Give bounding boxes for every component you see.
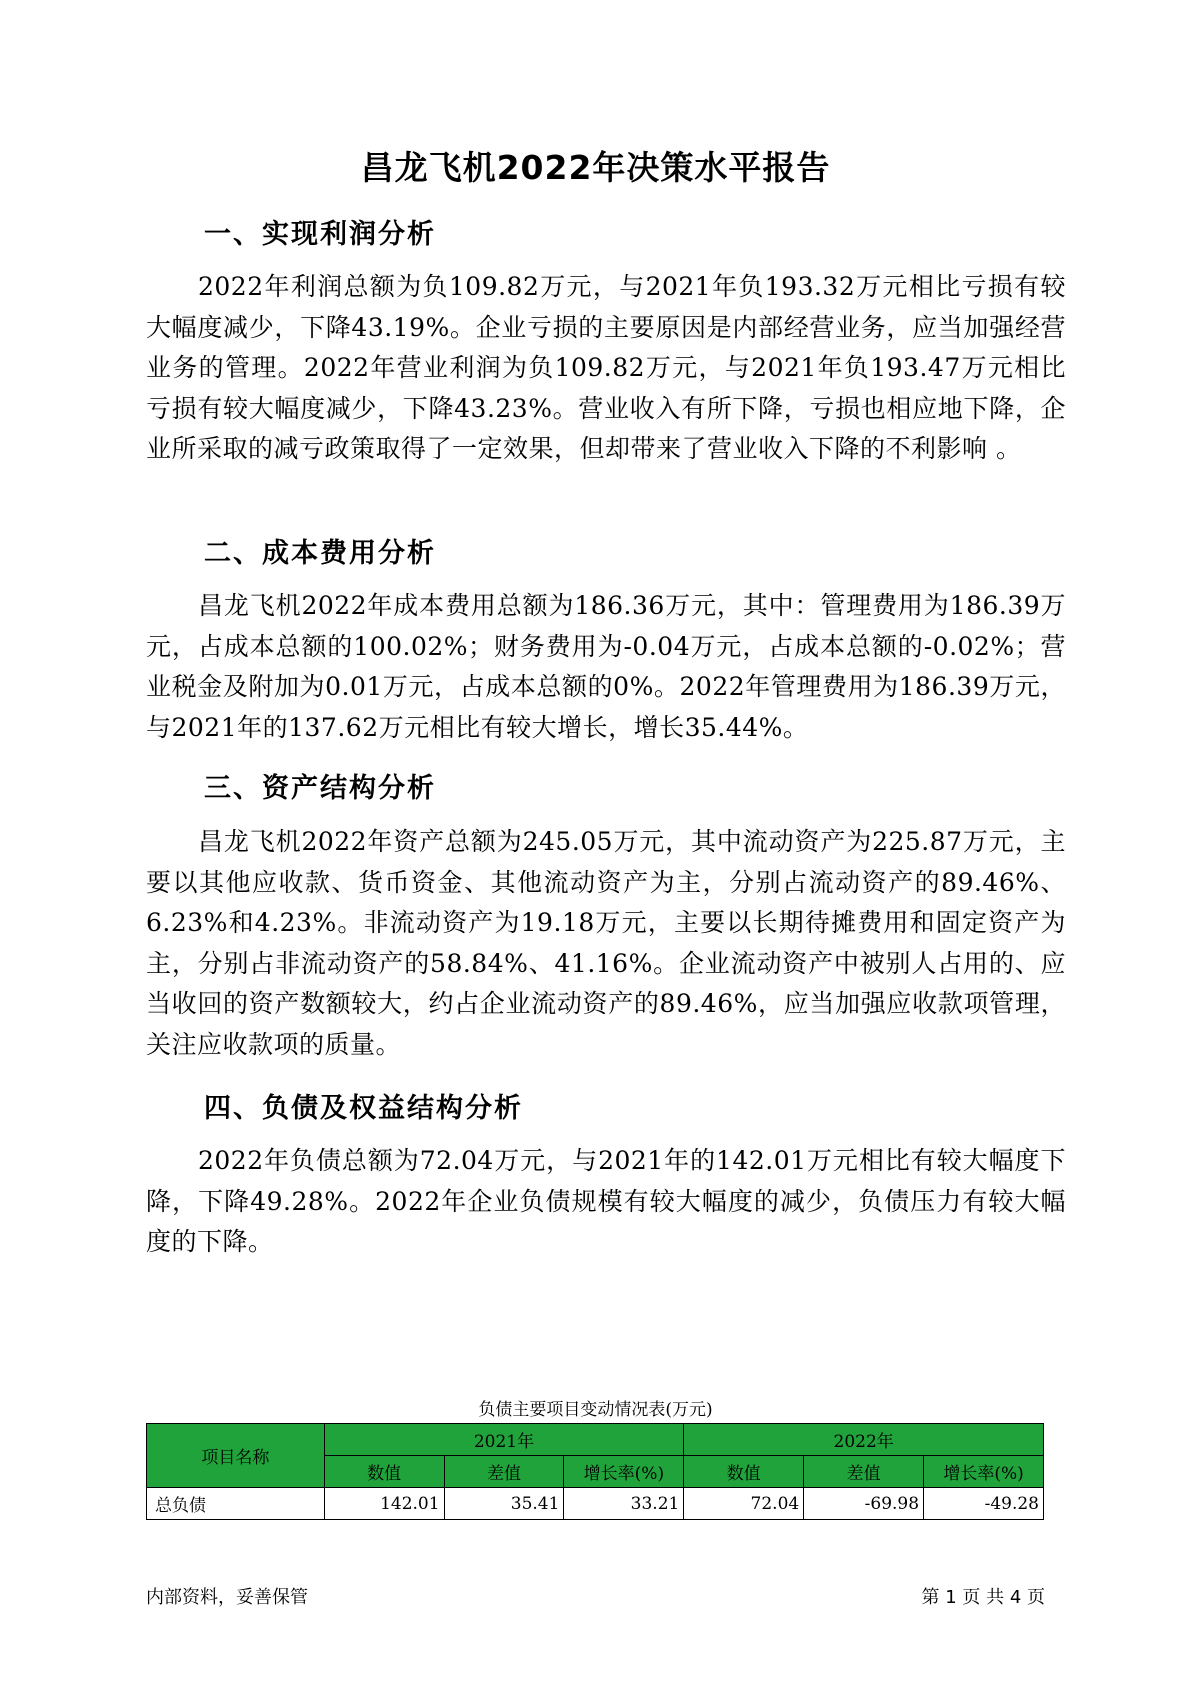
- footer-page-number: 第 1 页 共 4 页: [921, 1587, 1045, 1608]
- table-row: [147, 1488, 1044, 1520]
- subheader-difference: 差值: [804, 1456, 924, 1488]
- header-item-name: 项目名称: [147, 1424, 325, 1488]
- subheader-difference: 差值: [444, 1456, 564, 1488]
- row-name: 总负债: [147, 1488, 325, 1520]
- page-title: 昌龙飞机2022年决策水平报告: [360, 148, 831, 187]
- cell-value: 142.01: [324, 1488, 444, 1520]
- liabilities-table: [146, 1423, 1044, 1520]
- section-text-assets: 昌龙飞机2022年资产总额为245.05万元，其中流动资产为225.87万元，主要以其他应收款、货币资金、其他流动资产为主，分别占流动资产的89.46%、6.23%和4.23%。非流动资产为19.18万元，主要以长期待摊费用和固定资产为主，分别占非流动资产的58.84%、41.16%。企业流动资产中被别人占用的、应当收回的资产数额较大，约占企业流动资产的89.46%，应当加强应收款项管理，关注应收款项的质量。: [146, 827, 1066, 1059]
- cell-difference: -69.98: [804, 1488, 924, 1520]
- section-heading-liabilities: 四、负债及权益结构分析: [204, 1093, 523, 1124]
- cell-difference: 35.41: [444, 1488, 564, 1520]
- header-year-2021: 2021年: [324, 1424, 684, 1456]
- subheader-growth-rate: 增长率(%): [924, 1456, 1044, 1488]
- section-text-profit: 2022年利润总额为负109.82万元，与2021年负193.32万元相比亏损有较大幅度减少，下降43.19%。企业亏损的主要原因是内部经营业务，应当加强经营业务的管理。2022年营业利润为负109.82万元，与2021年负193.47万元相比亏损有较大幅度减少，下降43.23%。营业收入有所下降，亏损也相应地下降，企业所采取的减亏政策取得了一定效果，但却带来了营业收入下降的不利影响 。: [146, 272, 1066, 463]
- subheader-value: 数值: [324, 1456, 444, 1488]
- section-text-cost: 昌龙飞机2022年成本费用总额为186.36万元，其中：管理费用为186.39万元，占成本总额的100.02%；财务费用为-0.04万元，占成本总额的-0.02%；营业税金及附加为0.01万元，占成本总额的0%。2022年管理费用为186.39万元，与2021年的137.62万元相比有较大增长，增长35.44%。: [146, 591, 1066, 742]
- header-year-2022: 2022年: [684, 1424, 1044, 1456]
- subheader-value: 数值: [684, 1456, 804, 1488]
- table-header-row: [147, 1424, 1044, 1456]
- section-heading-profit: 一、实现利润分析: [204, 219, 436, 250]
- section-text-liabilities: 2022年负债总额为72.04万元，与2021年的142.01万元相比有较大幅度下降，下降49.28%。2022年企业负债规模有较大幅度的减少，负债压力有较大幅度的下降。: [146, 1146, 1066, 1256]
- subheader-growth-rate: 增长率(%): [564, 1456, 684, 1488]
- cell-value: 72.04: [684, 1488, 804, 1520]
- cell-growth-rate: -49.28: [924, 1488, 1044, 1520]
- footer-confidential-note: 内部资料，妥善保管: [146, 1587, 308, 1608]
- section-heading-assets: 三、资产结构分析: [204, 773, 436, 804]
- table-caption: 负债主要项目变动情况表(万元): [478, 1400, 713, 1420]
- cell-growth-rate: 33.21: [564, 1488, 684, 1520]
- section-heading-cost: 二、成本费用分析: [204, 538, 436, 569]
